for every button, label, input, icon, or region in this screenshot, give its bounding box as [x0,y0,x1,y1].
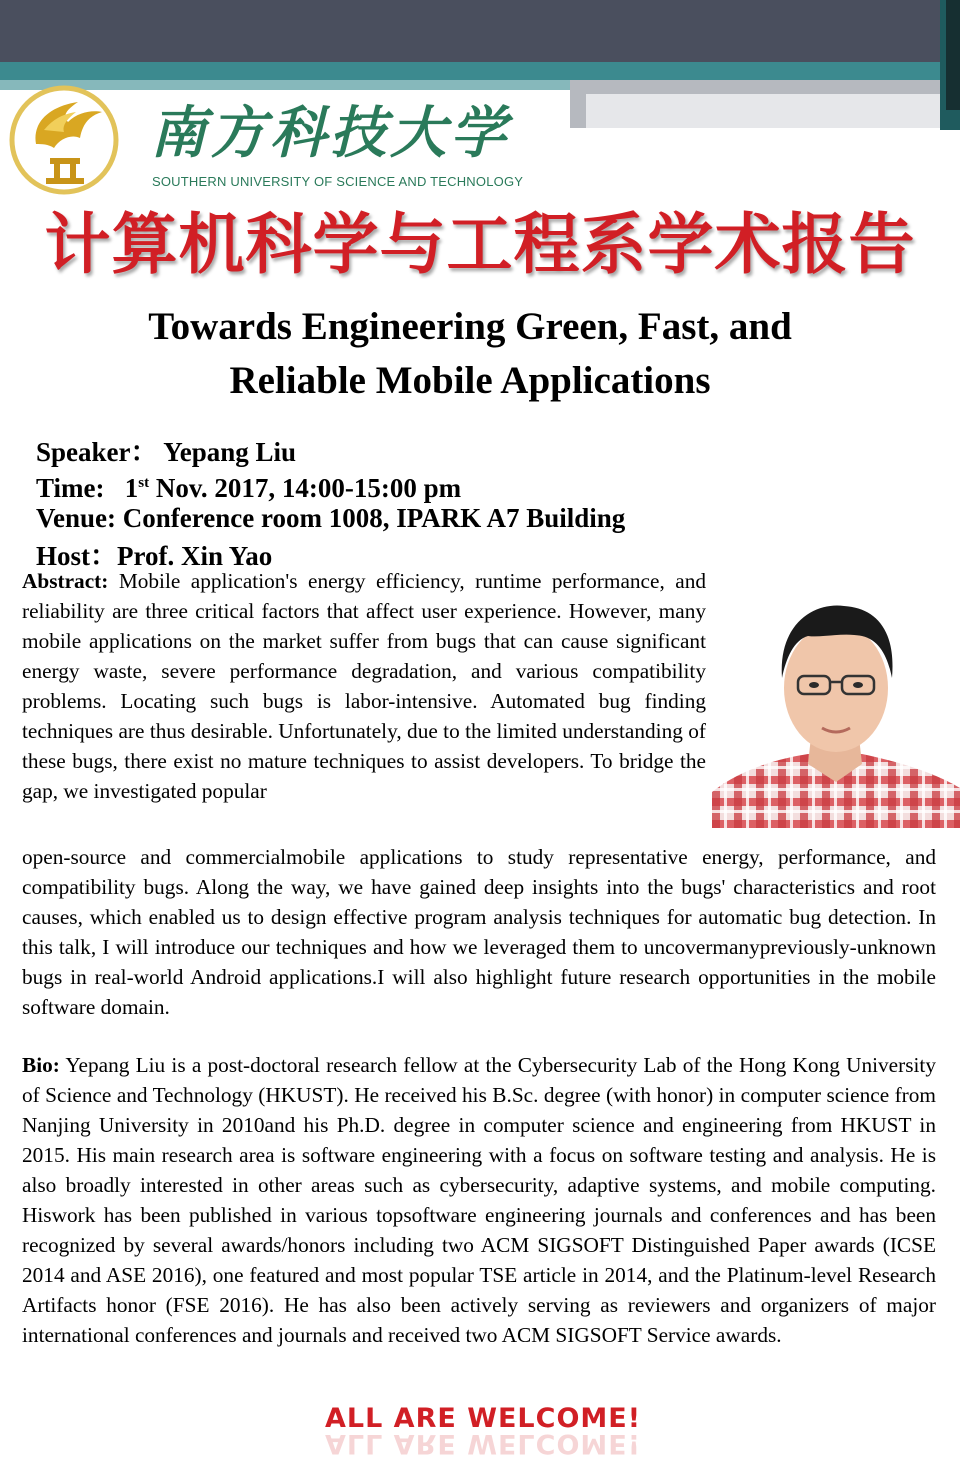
talk-title-line-2: Reliable Mobile Applications [229,359,711,402]
venue-label: Venue: [36,503,117,533]
time-label: Time: [36,473,105,503]
abstract-label: Abstract: [22,569,109,593]
abstract-paragraph-continued: open-source and commercialmobile applications to study representative energy, performance, and compatibility bugs. Along the way, we have gained deep insights into the bugs' characteristics and root causes, which enabled us to design effective program analysis techniques for automatic bug detection. In this talk, I will introduce our techniques and how we leveraged them to uncovermanypreviously-unknown bugs in real-world Android applications.I will also highlight future research opportunities in the mobile software domain. [22,845,936,1019]
header-band-dark [0,0,960,62]
host-value: Prof. Xin Yao [117,541,273,571]
right-rail-dark [946,0,960,110]
welcome-banner-reflection: ALL ARE WELCOME! [324,1428,642,1459]
header-band-teal [0,62,960,80]
venue-value: Conference room 1008, IPARK A7 Building [122,503,626,533]
venue-line [36,503,625,534]
bio-text: Yepang Liu is a post-doctoral research fellow at the Cybersecurity Lab of the Hong Kong University of Science and Technology (HKUST). He received his B.Sc. degree (with honor) in computer science from Nanjing University in 2010and his Ph.D. degree in computer science and engineering from HKUST in 2015. His main research area is software engineering with a focus on software testing and analysis. He is also broadly interested in other areas such as cybersecurity, adaptive systems, and mobile computing. Hiswork has been published in various topsoftware engineering journals and conferences and has been recognized by several awards/honors including two ACM SIGSOFT Distinguished Paper awards (ICSE 2014 and ASE 2016), one featured and most popular TSE article in 2014, and the Platinum-level Research Artifacts honor (FSE 2016). He has also been actively serving as reviewers and organizers of major international conferences and journals and received two ACM SIGSOFT Service awards. [22,1053,936,1347]
welcome-banner: ALL ARE WELCOME! [324,1403,642,1434]
university-name-english: SOUTHERN UNIVERSITY OF SCIENCE AND TECHNOLOGY [152,174,524,189]
speaker-label: Speaker： [36,437,158,467]
time-line [36,473,461,504]
bio-label: Bio: [22,1053,60,1077]
time-day-suffix: st [138,475,150,491]
university-name-chinese: 南方科技大学 [150,100,510,166]
speaker-line [36,430,296,469]
host-label: Host： [36,541,117,571]
bio-paragraph [22,1050,936,1350]
talk-title-line-1: Towards Engineering Green, Fast, and [148,305,792,348]
speaker-photo [712,578,960,828]
time-value: Nov. 2017, 14:00-15:00 pm [155,473,462,503]
speaker-value: Yepang Liu [163,437,297,467]
time-day: 1 [124,473,139,503]
talk-title [0,300,940,408]
abstract-paragraph [22,566,706,806]
department-title: 计算机科学与工程系学术报告 [44,206,916,283]
header-tab-light [586,94,940,128]
abstract-text-part1: Mobile application's energy efficiency, runtime performance, and reliability are three critical factors that affect user experience. However, many mobile applications on the market suffer from bugs that can cause significant energy waste, severe performance degradation, and various compatibility problems. Locating such bugs is labor-intensive. Automated bug finding techniques are thus desirable. Unfortunately, due to the limited understanding of these bugs, there exist no mature techniques to assist developers. To bridge the gap, we investigated popular [22,569,706,803]
university-logo-icon [6,82,126,198]
